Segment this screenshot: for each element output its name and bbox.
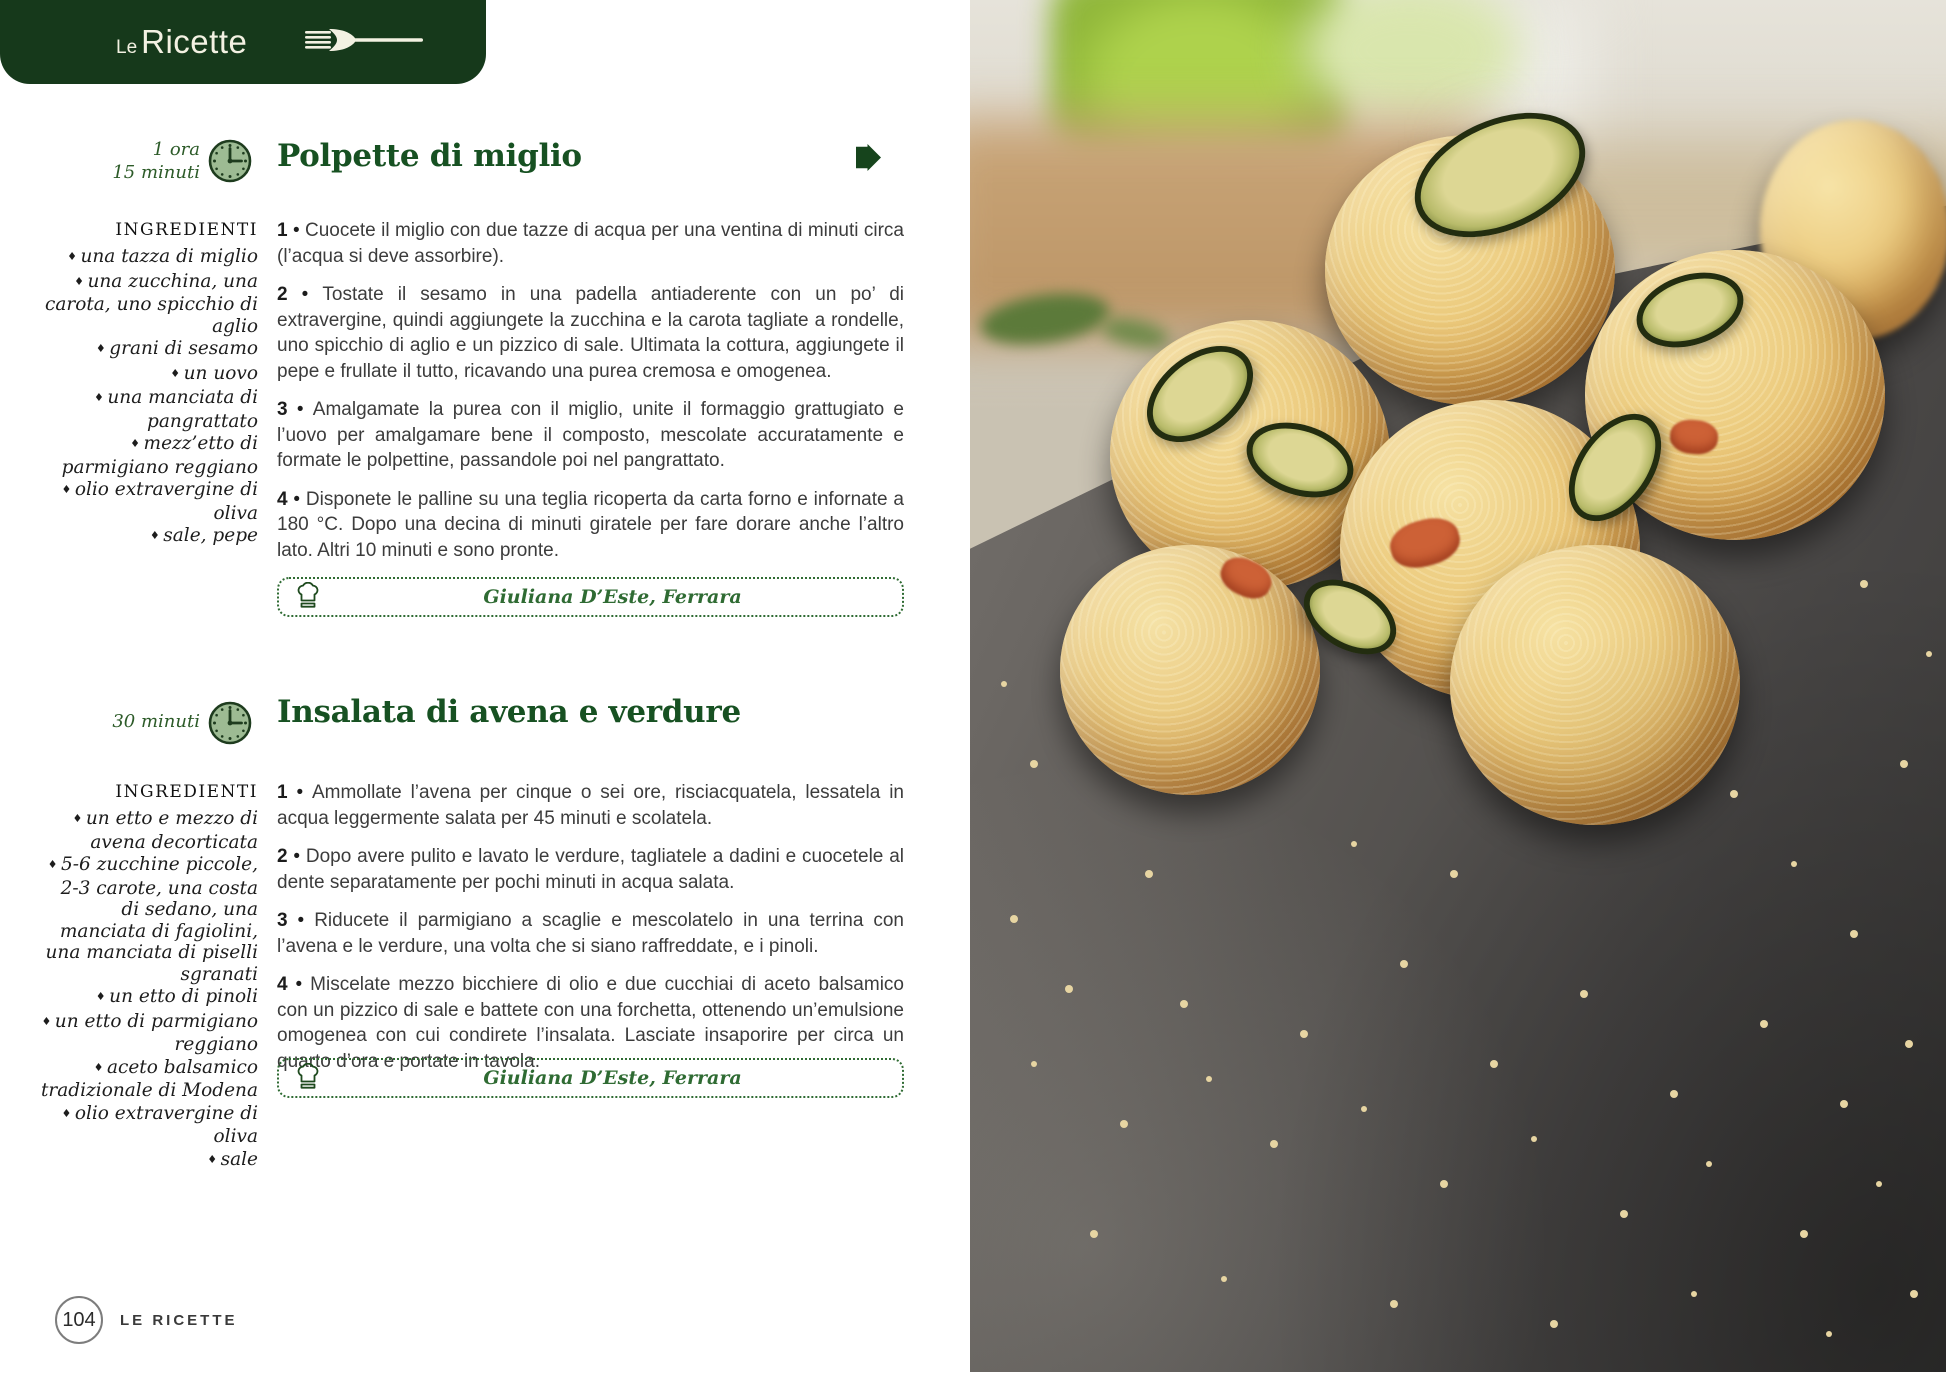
step-number: 3 • [277, 399, 313, 420]
step-number: 1 • [277, 220, 305, 241]
ingredients-list [38, 808, 258, 1172]
recipe-time [40, 138, 200, 184]
attribution-text: Giuliana D’Este, Ferrara [483, 586, 742, 608]
step-number: 1 • [277, 782, 312, 803]
attribution-box [277, 577, 904, 617]
ingredient-item: ♦ un etto di pinoli [38, 986, 258, 1010]
step-text: Dopo avere pulito e lavato le verdure, tagliatele a dadini e cuocetele al dente separatamente per pochi minuti in acqua salata. [277, 846, 904, 893]
step-item [277, 282, 904, 384]
header-tab [0, 0, 486, 84]
step-number: 2 • [277, 846, 306, 867]
ingredient-item: ♦ olio extravergine di oliva [38, 479, 258, 524]
ingredient-item: ♦ mezz’etto di parmigiano reggiano [38, 433, 258, 478]
millet-grains [970, 0, 978, 8]
arrow-right-icon [856, 144, 881, 171]
recipe-title: Insalata di avena e verdure [277, 694, 741, 730]
ingredients-panel [38, 782, 258, 1173]
step-number: 3 • [277, 910, 314, 931]
clock-icon [207, 700, 253, 746]
section-label: LE RICETTE [120, 1312, 238, 1329]
step-text: Ammollate l’avena per cinque o sei ore, risciacquatela, lessatela in acqua leggermente salata per 45 minuti e scolatela. [277, 782, 904, 829]
step-item [277, 844, 904, 895]
step-text: Cuocete il miglio con due tazze di acqua per una ventina di minuti circa (l’acqua si deve assorbire). [277, 220, 904, 267]
time-line: 1 ora [152, 139, 200, 160]
ingredient-item: ♦ 5-6 zucchine piccole, 2-3 carote, una costa di sedano, una manciata di fagiolini, una manciata di piselli sgranati [38, 854, 258, 985]
page-title-small: Le [116, 37, 138, 58]
steps-list [277, 218, 904, 563]
step-item [277, 908, 904, 959]
attribution-text: Giuliana D’Este, Ferrara [483, 1067, 742, 1089]
fork-icon [305, 29, 423, 60]
ingredient-item: ♦ sale [38, 1149, 258, 1173]
page-number-badge: 104 [55, 1296, 103, 1344]
step-number: 4 • [277, 974, 310, 995]
ingredients-heading: INGREDIENTI [115, 220, 258, 240]
step-number: 4 • [277, 489, 306, 510]
ingredients-panel [38, 220, 258, 550]
clock-icon [207, 138, 253, 184]
ingredient-item: ♦ una tazza di miglio [38, 246, 258, 270]
step-item [277, 218, 904, 269]
chef-hat-icon [293, 582, 323, 612]
ingredient-item: ♦ aceto balsamico tradizionale di Modena [38, 1057, 258, 1102]
steps-list [277, 780, 904, 1074]
ingredients-list [38, 246, 258, 549]
ingredient-item: ♦ un uovo [38, 363, 258, 387]
ingredient-item: ♦ sale, pepe [38, 525, 258, 549]
ingredient-item: ♦ una manciata di pangrattato [38, 387, 258, 432]
ingredient-item: ♦ un etto di parmigiano reggiano [38, 1011, 258, 1056]
step-number: 2 • [277, 284, 322, 305]
ingredient-item: ♦ olio extravergine di oliva [38, 1103, 258, 1148]
chef-hat-icon [293, 1063, 323, 1093]
step-text: Disponete le palline su una teglia ricoperta da carta forno e infornate a 180 °C. Dopo una decina di minuti giratele per fare dorare anche l’altro lato. Altri 10 minuti e sono pronte. [277, 488, 904, 561]
attribution-box [277, 1058, 904, 1098]
step-text: Miscelate mezzo bicchiere di olio e due cucchiai di aceto balsamico con un pizzico di sale e battete con una forchetta, ottenendo un’emulsione omogenea con cui condirete l’insalata. Lasciate insaporire per circa un quarto d’ora e portate in tavola. [277, 974, 904, 1072]
step-item [277, 397, 904, 474]
step-text: Amalgamate la purea con il miglio, unite il formaggio grattugiato e l’uovo per amalgamare bene il composto, mescolate accuratamente e formate le polpettine, passandole poi nel pangrattato. [277, 399, 904, 471]
ingredients-heading: INGREDIENTI [115, 782, 258, 802]
time-line: 15 minuti [112, 162, 200, 183]
food-photo [970, 0, 1946, 1372]
ingredient-item: ♦ un etto e mezzo di avena decorticata [38, 808, 258, 853]
page-title-large: Ricette [141, 23, 248, 60]
step-item [277, 487, 904, 564]
step-text: Riducete il parmigiano a scaglie e mescolatelo in una terrina con l’avena e le verdure, una volta che si siano raffreddate, e i pinoli. [277, 910, 904, 957]
step-text: Tostate il sesamo in una padella antiaderente con un po’ di extravergine, quindi aggiungete la zucchina e la carota tagliate a rondelle, uno spicchio di aglio e un pizzico di sale. Ultimata la cottura, aggiungete il pepe e frullate il tutto, ricavando una purea cremosa e omogenea. [277, 284, 904, 382]
ingredient-item: ♦ una zucchina, una carota, uno spicchio di aglio [38, 271, 258, 338]
ingredient-item: ♦ grani di sesamo [38, 338, 258, 362]
step-item [277, 780, 904, 831]
time-line: 30 minuti [112, 711, 200, 732]
recipe-title: Polpette di miglio [277, 138, 582, 174]
page-title [116, 23, 247, 61]
slate-shadow [1263, 549, 1946, 1372]
recipe-time [40, 710, 200, 733]
